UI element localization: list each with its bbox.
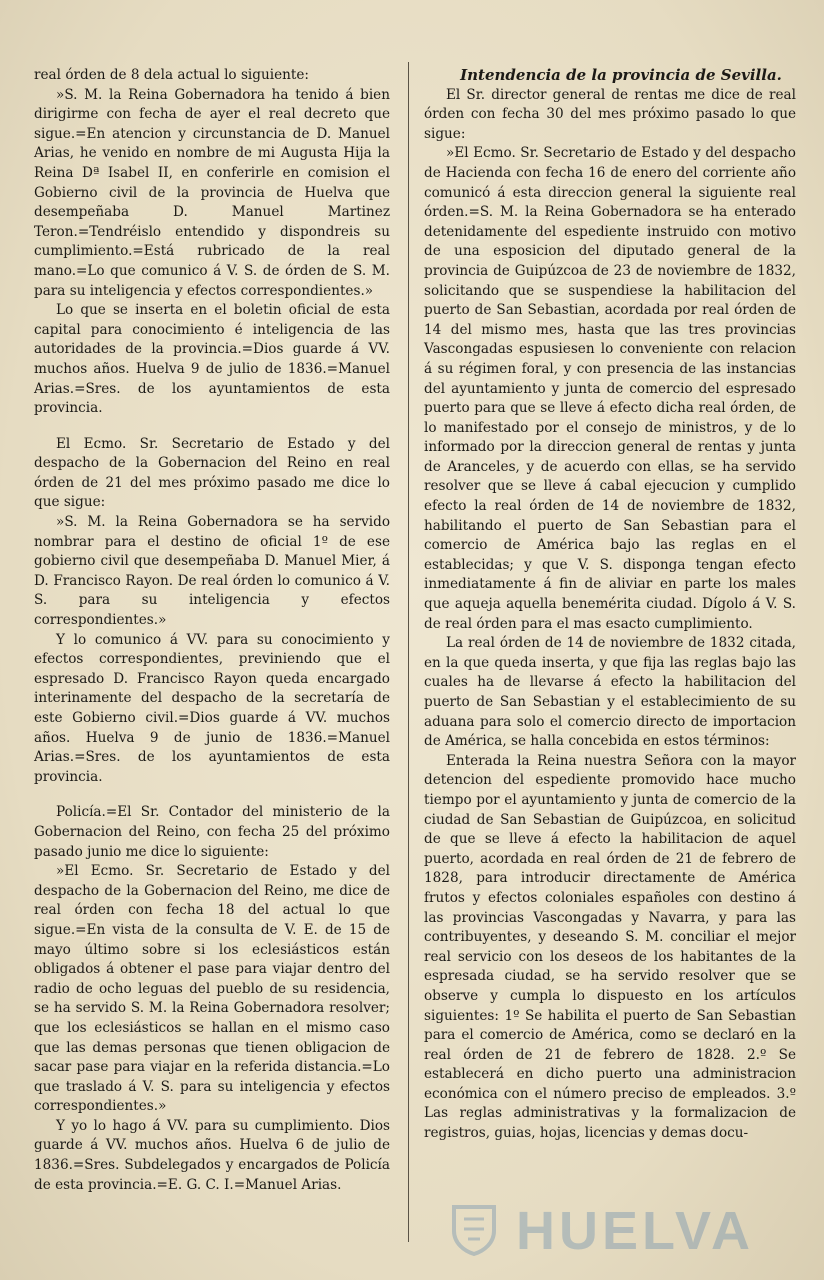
left-paragraph-3: Lo que se inserta en el boletin oficial de esta capital para conocimiento é inteligencia de las autoridades de la provincia.=Dios guarde á VV. muchos años. Huelva 9 de julio de 1836.=Manuel Arias.=Sres. de los ayuntamientos de esta provincia.	[34, 302, 390, 417]
right-column	[424, 66, 796, 1144]
left-paragraph-6: Y lo comunico á VV. para su conocimiento y efectos correspondientes, previniendo que el espresado D. Francisco Rayon queda encargado interinamente del despacho de la secretaría de este Gobierno civil.=Dios guarde á VV. muchos años. Huelva 9 de junio de 1836.=Manuel Arias.=Sres. de los ayuntamientos de esta provincia.	[34, 631, 390, 785]
left-paragraph-7: Policía.=El Sr. Contador del ministerio de la Gobernacion del Reino, con fecha 25 del próximo pasado junio me dice lo siguiente:	[34, 804, 390, 860]
diputacion-shield-icon	[446, 1201, 502, 1261]
right-paragraph-1: El Sr. director general de rentas me dice de real órden con fecha 30 del mes próximo pasado lo que sigue:	[424, 86, 796, 142]
left-paragraph-9: Y yo lo hago á VV. para su cumplimiento. Dios guarde á VV. muchos años. Huelva 6 de julio de 1836.=Sres. Subdelegados y encargados de Policía de esta provincia.=E. G. C. I.=Manuel Arias.	[34, 1117, 390, 1193]
right-paragraph-4: Enterada la Reina nuestra Señora con la mayor detencion del espediente promovido hace mucho tiempo por el ayuntamiento y junta de comercio de la ciudad de San Sebastian de Guipúzcoa, en solicitud de que se lleve á efecto la habilitacion de aquel puerto, acordada en real órden de 21 de febrero de 1828, para introducir directamente de América frutos y efectos coloniales españoles con destino á las provincias Vascongadas y Navarra, y para las contribuyentes, y deseando S. M. conciliar el mejor real servicio con los deseos de los habitantes de la espresada ciudad, se ha servido resolver que se observe y cumpla lo dispuesto en los artículos siguientes: 1º Se habilita el puerto de San Sebastian para el comercio de América, como se declaró en la real órden de 21 de febrero de 1828. 2.º Se establecerá en dicho puerto una administracion económica con el número preciso de empleados. 3.º Las reglas administrativas y la formalizacion de registros, guias, hojas, licencias y demas docu-	[424, 752, 796, 1142]
left-paragraph-4: El Ecmo. Sr. Secretario de Estado y del despacho de la Gobernacion del Reino en real órden de 21 del mes próximo pasado me dice lo que sigue:	[34, 435, 390, 511]
column-divider	[408, 62, 409, 1242]
right-paragraph-2: »El Ecmo. Sr. Secretario de Estado y del despacho de Hacienda con fecha 16 de enero del corriente año comunicó á esta direccion general la siguiente real órden.=S. M. la Reina Gobernadora se ha enterado detenidamente del espediente instruido con motivo de una esposicion del diputado general de la provincia de Guipúzcoa de 23 de noviembre de 1832, solicitando que se suspendiese la habilitacion del puerto de San Sebastian, acordada por real órden de 14 del mismo mes, hasta que las tres provincias Vascongadas espusiesen lo conveniente con relacion á su régimen foral, y con presencia de las instancias del ayuntamiento y junta de comercio del espresado puerto para que se lleve á efecto dicha real órden, de lo manifestado por el consejo de ministros, y de lo informado por la direccion general de rentas y junta de Aranceles, y de acuerdo con ellas, se ha servido resolver que se lleve á cabal ejecucion y cumplido efecto la real órden de 14 de noviembre de 1832, habilitando el puerto de San Sebastian para el comercio de América bajo las reglas en el establecidas; y que V. S. disponga tengan efecto inmediatamente á fin de aliviar en parte los males que aqueja aquella benemérita ciudad. Dígolo á V. S. de real órden para el mas esacto cumplimiento.	[424, 145, 796, 632]
left-paragraph-5: »S. M. la Reina Gobernadora se ha servido nombrar para el destino de oficial 1º de ese gobierno civil que desempeñaba D. Manuel Mier, á D. Francisco Rayon. De real órden lo comunico á V. S. para su inteligencia y efectos correspondientes.»	[34, 514, 390, 629]
left-paragraph-8: »El Ecmo. Sr. Secretario de Estado y del despacho de la Gobernacion del Reino, me dice de real órden con fecha 18 del actual lo que sigue.=En vista de la consulta de V. E. de 15 de mayo último sobre si los eclesiásticos están obligados á obtener el pase para viajar dentro del radio de ocho leguas del pueblo de su residencia, se ha servido S. M. la Reina Gobernadora resolver; que los eclesiásticos se hallan en el mismo caso que las demas personas que tienen obligacion de sacar pase para viajar en la referida distancia.=Lo que traslado á V. S. para su inteligencia y efectos correspondientes.»	[34, 863, 390, 1115]
left-paragraph-2: »S. M. la Reina Gobernadora ha tenido á bien dirigirme con fecha de ayer el real decreto que sigue.=En atencion y circunstancia de D. Manuel Arias, he venido en nombre de mi Augusta Hija la Reina Dª Isabel II, en conferirle en comision el Gobierno civil de la provincia de Huelva que desempeñaba D. Manuel Martinez Teron.=Tendréislo entendido y dispondreis su cumplimiento.=Está rubricado de la real mano.=Lo que comunico á V. S. de órden de S. M. para su inteligencia y efectos correspondientes.»	[34, 86, 390, 299]
right-paragraph-3: La real órden de 14 de noviembre de 1832 citada, en la que queda inserta, y que fija las reglas bajo las cuales ha de llevarse á efecto la habilitacion del puerto de San Sebastian y el establecimiento de su aduana para solo el comercio directo de importacion de América, se halla concebida en estos términos:	[424, 635, 796, 750]
watermark-logo-text: HUELVA	[516, 1201, 754, 1261]
archive-watermark	[420, 1196, 780, 1266]
left-paragraph-1: real órden de 8 dela actual lo siguiente:	[34, 67, 309, 83]
left-column	[34, 66, 390, 1195]
section-heading: Intendencia de la provincia de Sevilla.	[460, 66, 782, 84]
